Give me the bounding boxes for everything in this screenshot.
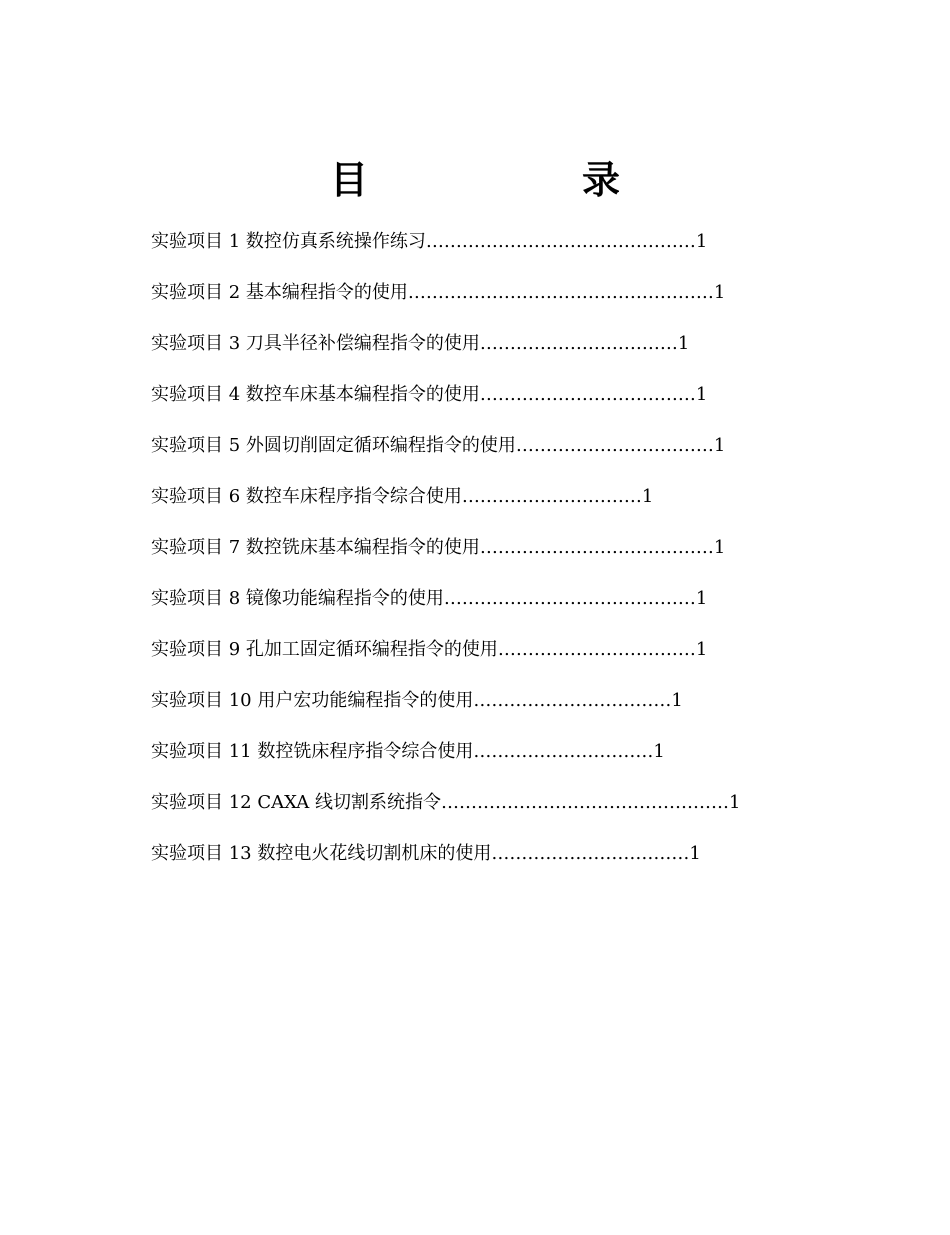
toc-entry-9[interactable]: 实验项目 9 孔加工固定循环编程指令的使用……………………………1: [151, 639, 708, 660]
toc-entry-3[interactable]: 实验项目 3 刀具半径补偿编程指令的使用……………………………1: [151, 333, 690, 354]
toc-entry-5[interactable]: 实验项目 5 外圆切削固定循环编程指令的使用……………………………1: [151, 435, 726, 456]
toc-entry-7[interactable]: 实验项目 7 数控铣床基本编程指令的使用…………………………………1: [151, 537, 726, 558]
toc-entry-2[interactable]: 实验项目 2 基本编程指令的使用……………………………………………1: [151, 282, 726, 303]
toc-entry-11[interactable]: 实验项目 11 数控铣床程序指令综合使用…………………………1: [151, 741, 665, 762]
table-of-contents: [151, 226, 811, 889]
toc-entry-6[interactable]: 实验项目 6 数控车床程序指令综合使用…………………………1: [151, 486, 654, 507]
toc-entry-12[interactable]: 实验项目 12 CAXA 线切割系统指令…………………………………………1: [151, 792, 741, 813]
toc-entry-13[interactable]: 实验项目 13 数控电火花线切割机床的使用……………………………1: [151, 843, 701, 864]
toc-entry-4[interactable]: 实验项目 4 数控车床基本编程指令的使用………………………………1: [151, 384, 708, 405]
toc-entry-1[interactable]: 实验项目 1 数控仿真系统操作练习………………………………………1: [151, 231, 708, 252]
toc-entry-10[interactable]: 实验项目 10 用户宏功能编程指令的使用……………………………1: [151, 690, 683, 711]
toc-entry-8[interactable]: 实验项目 8 镜像功能编程指令的使用……………………………………1: [151, 588, 708, 609]
page-title: 目 录: [329, 157, 708, 202]
